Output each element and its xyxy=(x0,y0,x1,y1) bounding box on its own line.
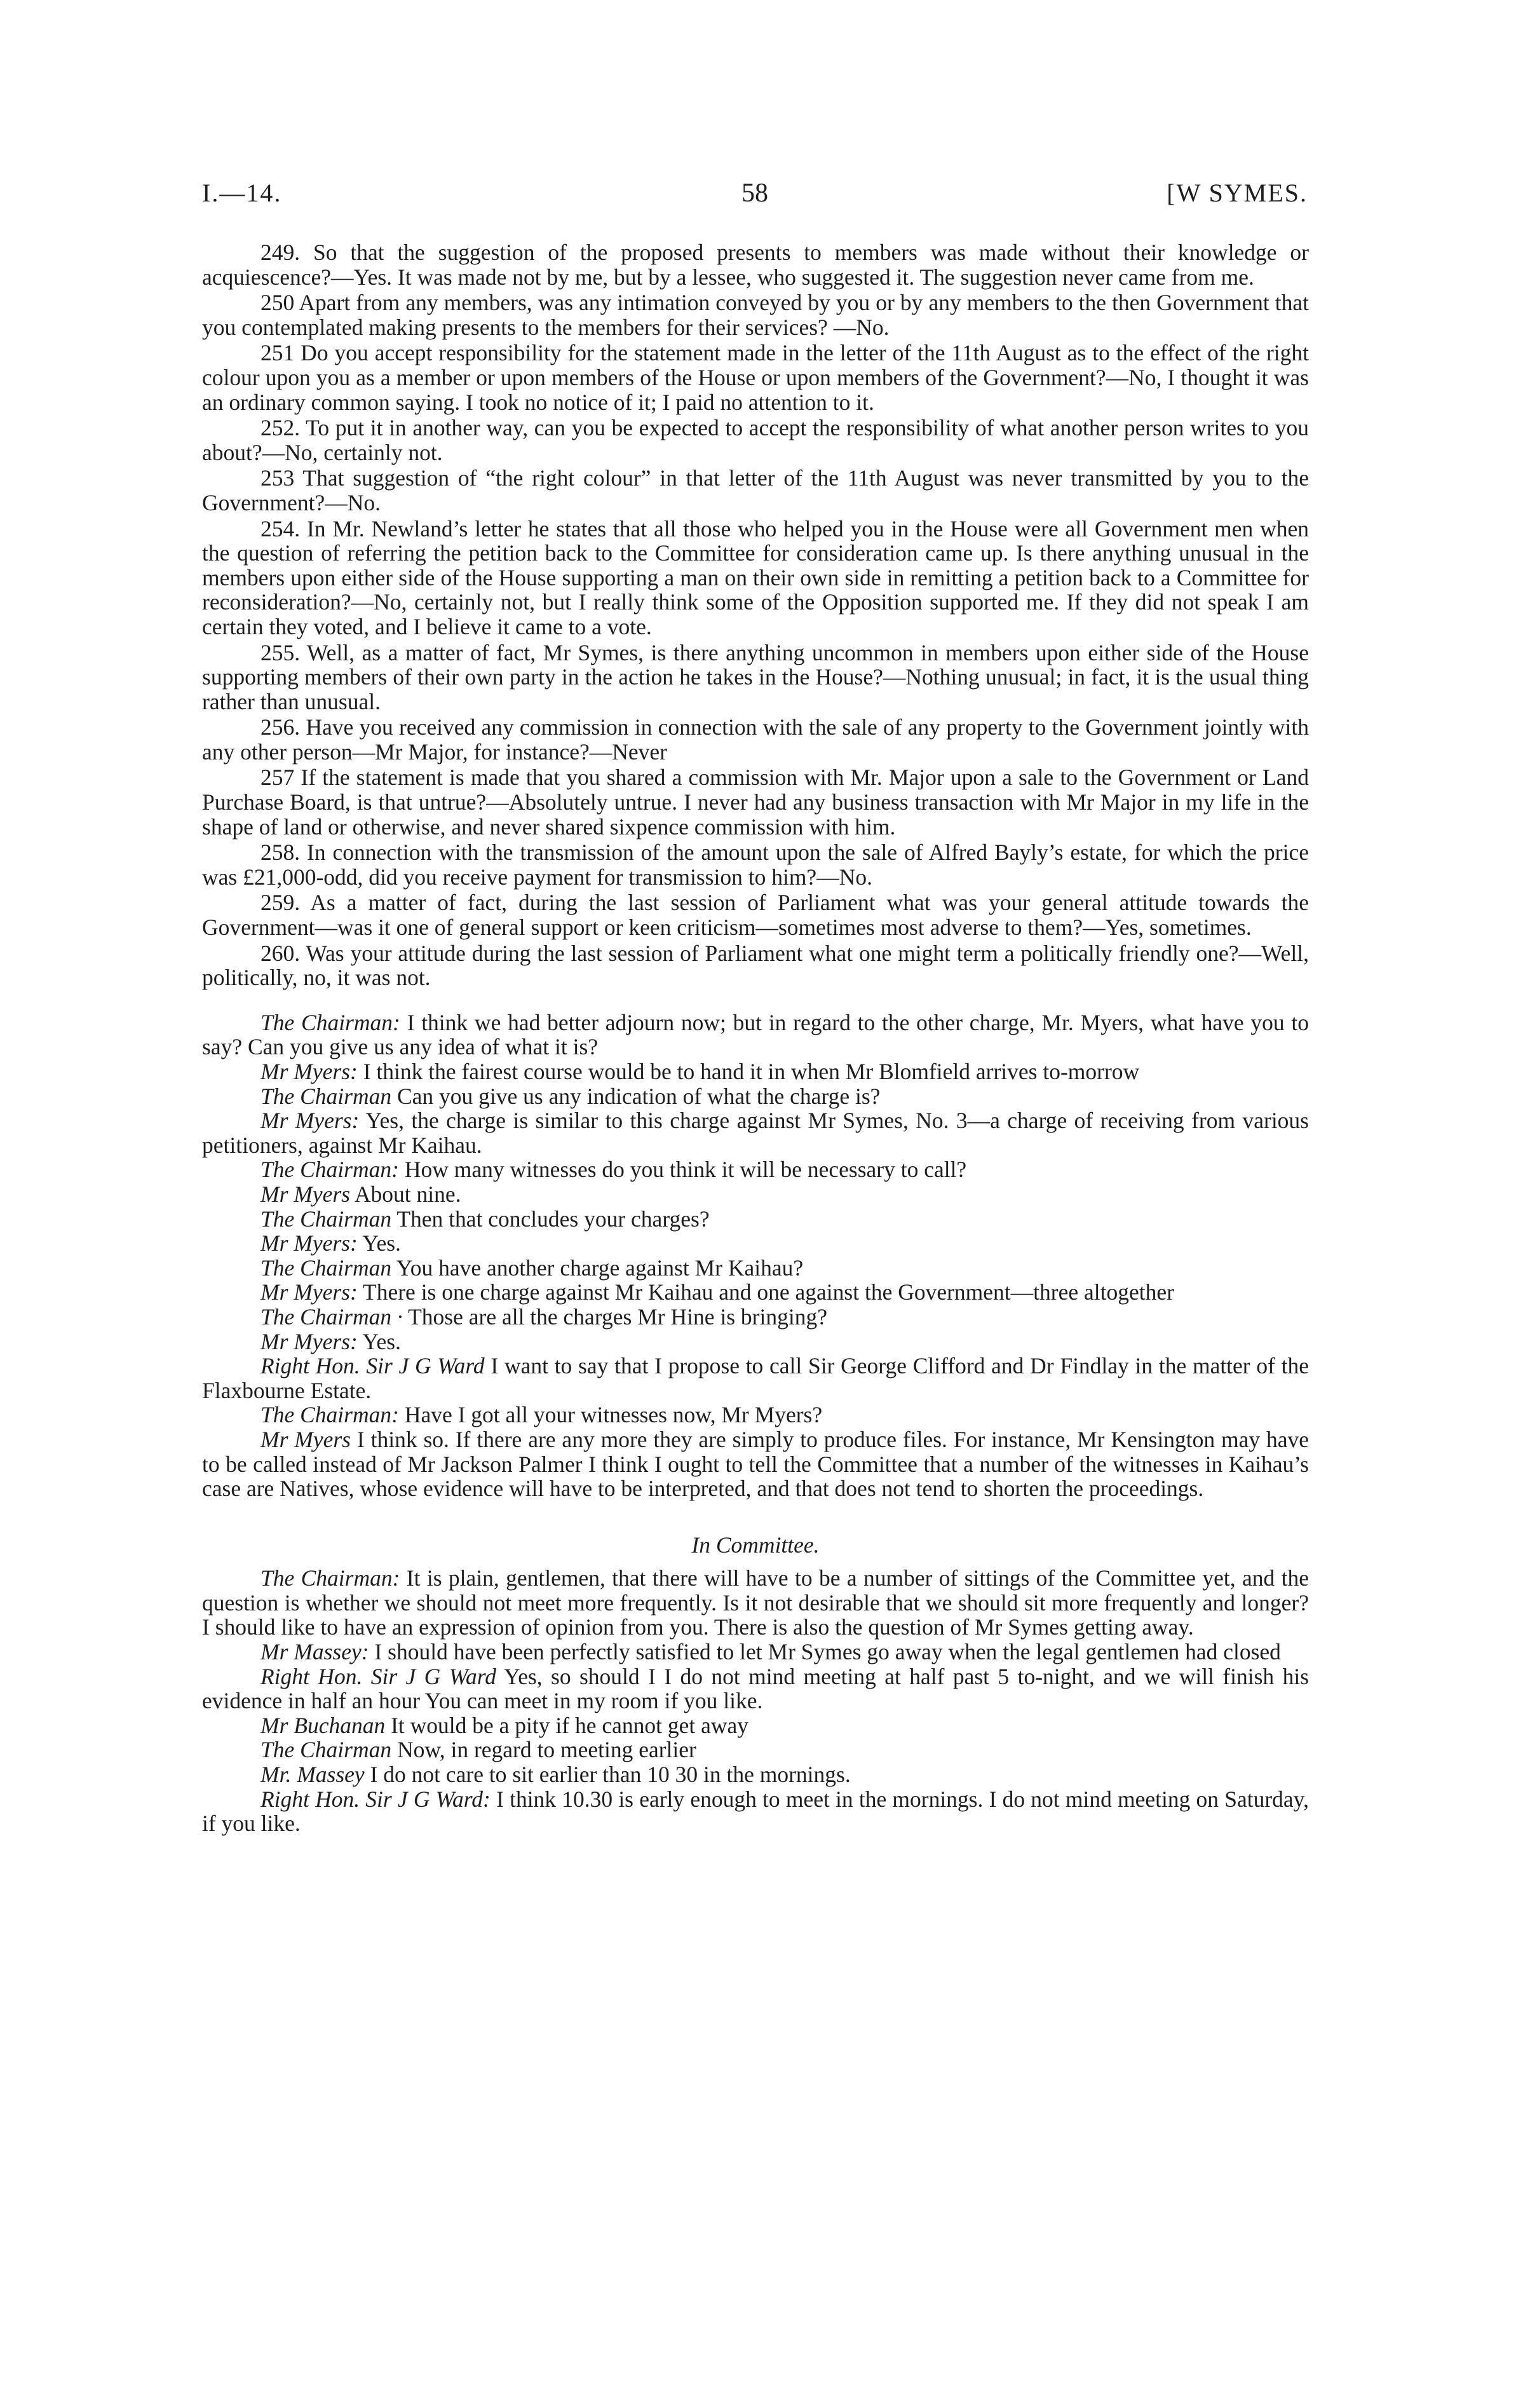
dialogue-line xyxy=(202,1010,1309,1059)
speaker: Mr Myers xyxy=(261,1181,350,1207)
dialogue-line xyxy=(202,1738,1309,1762)
utterance: I think 10.30 is early enough to meet in the mornings. I do not mind meeting on Saturday, if you like. xyxy=(202,1786,1310,1837)
committee-section xyxy=(202,1566,1309,1836)
question-259: 259. As a matter of fact, during the last session of Parliament what was your general attitude towards the Government—was it one of general support or keen criticism—sometimes most adverse to them?—Yes, sometimes. xyxy=(202,890,1309,941)
spacer xyxy=(202,1501,1309,1533)
question-254: 254. In Mr. Newland’s letter he states that all those who helped you in the House were all Government men when the question of referring the petition back to the Committee for consideration came up. Is there anything unusual in the members upon either side of the House supporting a man on their own side in remitting a petition back to a Committee for reconsideration?—No, certainly not, but I really think some of the Opposition supported me. If they did not speak I am certain they voted, and I believe it came to a vote. xyxy=(202,515,1309,639)
page-number: 58 xyxy=(741,179,768,208)
utterance: Yes. xyxy=(362,1230,401,1256)
utterance: Can you give us any indication of what the charge is? xyxy=(397,1083,881,1109)
utterance: Have I got all your witnesses now, Mr Myers? xyxy=(404,1402,823,1428)
question-253: 253 That suggestion of “the right colour” in that letter of the 11th August was never transmitted by you to the Government?—No. xyxy=(202,465,1309,515)
speaker: The Chairman xyxy=(261,1737,392,1763)
speaker: Mr Buchanan xyxy=(261,1712,386,1738)
utterance: I want to say that I propose to call Sir George Clifford and Dr Findlay in the matter of the Flaxbourne Estate. xyxy=(202,1353,1310,1403)
speaker: Right Hon. Sir J G Ward xyxy=(261,1353,485,1379)
question-249: 249. So that the suggestion of the proposed presents to members was made without their knowledge or acquiescence?—Yes. It was made not by me, but by a lessee, who suggested it. The suggestion never came from me. xyxy=(202,240,1309,290)
page-header xyxy=(202,178,1308,216)
utterance: Yes. xyxy=(362,1328,401,1354)
question-260: 260. Was your attitude during the last session of Parliament what one might term a politically friendly one?—Well, politically, no, it was not. xyxy=(202,940,1309,991)
dialogue-line xyxy=(202,1305,1309,1330)
dialogue-line xyxy=(202,1762,1309,1787)
dialogue-line xyxy=(202,1231,1309,1256)
utterance: Those are all the charges Mr Hine is bringing? xyxy=(408,1303,827,1330)
speaker: The Chairman: xyxy=(261,1402,399,1428)
utterance: There is one charge against Mr Kaihau and one against the Government—three altogether xyxy=(363,1279,1174,1305)
question-256: 256. Have you received any commission in connection with the sale of any property to the Government jointly with any other person—Mr Major, for instance?—Never xyxy=(202,714,1309,765)
speaker: Mr Myers: xyxy=(261,1059,358,1084)
dialogue-line xyxy=(202,1084,1309,1109)
dialogue-line xyxy=(202,1427,1309,1501)
speaker: Mr Myers: xyxy=(261,1108,360,1134)
speaker: The Chairman · xyxy=(261,1303,403,1330)
utterance: Then that concludes your charges? xyxy=(396,1206,710,1232)
utterance: I think we had better adjourn now; but in regard to the other charge, Mr. Myers, what have you to say? Can you give us any idea of what it is? xyxy=(202,1009,1309,1060)
speaker: The Chairman xyxy=(261,1083,392,1109)
question-252: 252. To put it in another way, can you be expected to accept the responsibility of what another person writes to you about?—No, certainly not. xyxy=(202,415,1309,465)
utterance: Yes, the charge is similar to this charge against Mr Symes, No. 3—a charge of receiving from various petitioners, against Mr Kaihau. xyxy=(202,1108,1309,1158)
speaker: Mr Myers: xyxy=(261,1230,358,1256)
speaker: Mr. Massey xyxy=(261,1762,365,1788)
speaker: Mr Myers: xyxy=(261,1328,358,1354)
utterance: It is plain, gentlemen, that there will have to be a number of sittings of the Committee yet, and the question is whether we should not meet more frequently. Is it not desirable that we should sit more frequently and longer? I should like to have an expression of opinion from you. There is also the question of Mr Symes getting away. xyxy=(202,1565,1309,1640)
utterance: You have another charge against Mr Kaihau? xyxy=(396,1255,804,1281)
dialogue-line xyxy=(202,1403,1309,1427)
dialogue-line xyxy=(202,1713,1309,1738)
dialogue-line xyxy=(202,1664,1309,1713)
witness-name: [W SYMES. xyxy=(1167,179,1308,207)
speaker: Mr Myers xyxy=(261,1426,351,1452)
dialogue-line xyxy=(202,1256,1309,1281)
utterance: I think so. If there are any more they are simply to produce files. For instance, Mr Kensington may have to be called instead of Mr Jackson Palmer I think I ought to tell the Committee that a number of the witnesses in Kaihau’s case are Natives, whose evidence will have to be interpreted, and that does not tend to shorten the proceedings. xyxy=(202,1426,1310,1502)
utterance: About nine. xyxy=(354,1181,461,1207)
dialogue-line xyxy=(202,1182,1309,1207)
utterance: Yes, so should I I do not mind meeting at half past 5 to-night, and we will finish his evidence in half an hour You can meet in my room if you like. xyxy=(202,1663,1309,1714)
question-257: 257 If the statement is made that you shared a commission with Mr. Major upon a sale to the Government or Land Purchase Board, is that untrue?—Absolutely untrue. I never had any business transaction with Mr Major in my life in the shape of land or otherwise, and never shared sixpence commission with him. xyxy=(202,765,1309,840)
speaker: Mr Massey: xyxy=(261,1639,369,1665)
question-250: 250 Apart from any members, was any intimation conveyed by you or by any members to the then Government that you contemplated making presents to the members for their services? —No. xyxy=(202,290,1309,340)
question-251: 251 Do you accept responsibility for the statement made in the letter of the 11th August as to the effect of the right colour upon you as a member or upon members of the House or upon members of the Government?—No, I thought it was an ordinary common saying. I took no notice of it; I paid no attention to it. xyxy=(202,340,1309,415)
question-255: 255. Well, as a matter of fact, Mr Symes, is there anything uncommon in members upon either side of the House supporting members of their own party in the action he takes in the House?—Nothing unusual; in fact, it is the usual thing rather than unusual. xyxy=(202,639,1309,714)
speaker: The Chairman: xyxy=(261,1565,400,1591)
speaker: Right Hon. Sir J G Ward xyxy=(261,1663,497,1689)
dialogue-line xyxy=(202,1640,1309,1664)
dialogue-line xyxy=(202,1566,1309,1640)
dialogue-line xyxy=(202,1059,1309,1084)
speaker: The Chairman xyxy=(261,1206,392,1232)
utterance: I should have been perfectly satisfied to let Mr Symes go away when the legal gentlemen had closed xyxy=(374,1639,1281,1665)
section-heading-in-committee: In Committee. xyxy=(691,1532,820,1558)
speaker: The Chairman: xyxy=(261,1009,400,1035)
utterance: It would be a pity if he cannot get away xyxy=(391,1712,748,1738)
dialogue-line xyxy=(202,1108,1309,1157)
paper-reference: I.—14. xyxy=(202,179,282,207)
question-258: 258. In connection with the transmission of the amount upon the sale of Alfred Bayly’s estate, for which the price was £21,000-odd, did you receive payment for transmission to him?—No. xyxy=(202,840,1309,890)
dialogue-line xyxy=(202,1330,1309,1354)
utterance: Now, in regard to meeting earlier xyxy=(397,1737,696,1763)
document-body xyxy=(202,240,1309,1836)
dialogue-line xyxy=(202,1354,1309,1403)
speaker: Right Hon. Sir J G Ward: xyxy=(261,1786,491,1812)
speaker: The Chairman: xyxy=(261,1157,399,1183)
speaker: The Chairman xyxy=(261,1255,392,1281)
utterance: I do not care to sit earlier than 10 30 in the mornings. xyxy=(370,1762,851,1788)
speaker: Mr Myers: xyxy=(261,1279,358,1305)
dialogue-line xyxy=(202,1280,1309,1305)
dialogue-line xyxy=(202,1157,1309,1182)
spacer xyxy=(202,991,1309,1010)
dialogue-line xyxy=(202,1787,1309,1836)
dialogue-line xyxy=(202,1207,1309,1232)
utterance: How many witnesses do you think it will be necessary to call? xyxy=(404,1157,967,1183)
utterance: I think the fairest course would be to hand it in when Mr Blomfield arrives to-morrow xyxy=(363,1059,1140,1084)
dialogue-section xyxy=(202,1010,1309,1501)
